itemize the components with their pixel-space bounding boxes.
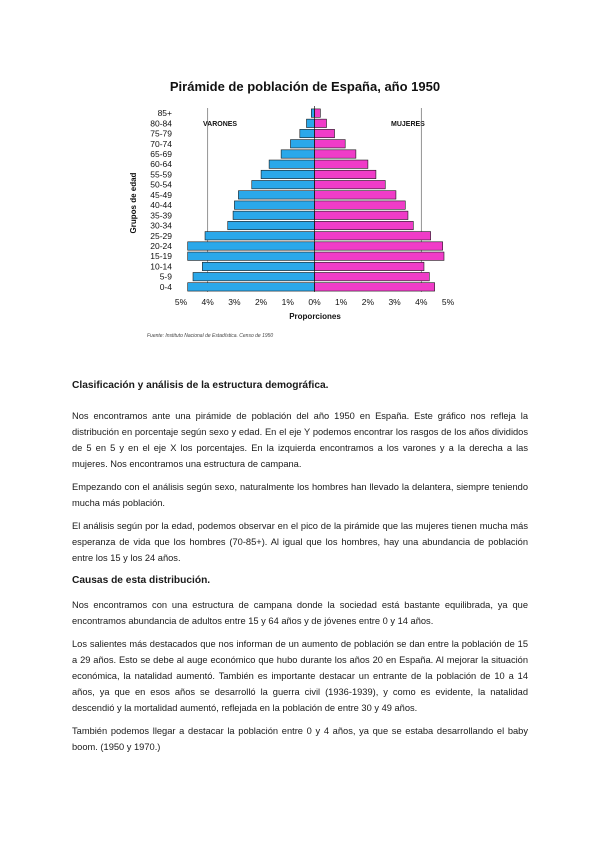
females-label: MUJERES	[391, 121, 425, 128]
bar-varones-5-9	[193, 272, 314, 280]
age-group-label: 80-84	[150, 118, 172, 129]
age-group-label: 5-9	[159, 271, 172, 282]
bar-varones-10-14	[202, 262, 314, 270]
pyramid-svg	[0, 0, 600, 345]
bar-varones-65-69	[281, 150, 314, 158]
age-group-label: 15-19	[150, 251, 172, 262]
bar-varones-55-59	[261, 170, 314, 178]
age-group-label: 0-4	[159, 281, 172, 292]
bar-mujeres-85+	[315, 109, 321, 117]
bar-varones-0-4	[188, 283, 315, 291]
x-tick-label: 4%	[201, 297, 214, 307]
bar-varones-60-64	[269, 160, 314, 168]
x-tick-label: 4%	[415, 297, 428, 307]
bar-mujeres-30-34	[315, 221, 414, 229]
bar-mujeres-25-29	[315, 232, 431, 240]
population-pyramid-chart	[0, 0, 600, 345]
age-group-label: 75-79	[150, 128, 172, 139]
bar-varones-25-29	[205, 232, 314, 240]
section-heading-causes: Causas de esta distribución.	[72, 575, 211, 586]
bar-mujeres-10-14	[315, 262, 424, 270]
x-tick-label: 2%	[254, 297, 268, 307]
paragraph: El análisis según por la edad, podemos observar en el pico de la pirámide que las mujeres tienen mucha más esperanza de vida que los hombres (70-85+). Al igual que los hombres, hay una abundancia de población entre los 15 y los 24 años.	[72, 521, 528, 563]
age-group-label: 25-29	[150, 230, 172, 241]
age-group-labels	[150, 108, 172, 292]
bar-varones-35-39	[233, 211, 314, 219]
bar-mujeres-75-79	[315, 129, 335, 137]
bar-mujeres-70-74	[315, 140, 346, 148]
chart-source: Fuente: Instituto Nacional de Estadística. Censo de 1950	[147, 333, 274, 339]
bar-varones-75-79	[300, 129, 315, 137]
bar-mujeres-45-49	[315, 191, 396, 199]
bar-varones-30-34	[228, 221, 315, 229]
age-group-label: 65-69	[150, 149, 172, 159]
bar-mujeres-60-64	[315, 160, 368, 168]
x-tick-label: 0%	[308, 297, 321, 307]
bar-varones-15-19	[188, 252, 315, 260]
paragraph: También podemos llegar a destacar la población entre 0 y 4 años, ya que se estaba desarrollando el baby boom. (1950 y 1970.)	[72, 726, 528, 752]
bar-mujeres-5-9	[315, 272, 430, 280]
bar-varones-20-24	[188, 242, 315, 250]
bar-varones-85+	[311, 109, 314, 117]
x-axis-label: Proporciones	[289, 312, 341, 321]
age-group-label: 10-14	[150, 261, 172, 272]
paragraph: Nos encontramos con una estructura de campana donde la sociedad está bastante equilibrada, ya que encontramos abundancia de adultos entre 15 y 64 años y de jóvenes entre 0 y 14 años.	[72, 600, 528, 626]
x-tick-label: 2%	[361, 297, 375, 307]
paragraph: Empezando con el análisis según sexo, naturalmente los hombres han llevado la delantera, siempre teniendo mucha más población.	[72, 482, 528, 508]
bar-mujeres-20-24	[315, 242, 443, 250]
age-group-label: 40-44	[150, 200, 172, 211]
document-body	[72, 378, 528, 762]
age-group-label: 70-74	[150, 138, 172, 149]
bar-mujeres-55-59	[315, 170, 376, 178]
paragraph: Los salientes más destacados que nos informan de un aumento de población se dan entre la población de 15 a 29 años. Esto se debe al auge económico que hubo durante los años 20 en España. Al mejorar la situación económica, la natalidad aumentó. También es importante destacar un entrante de la población de 10 a 14 años, ya que en esos años se desarrolló la guerra civil (1936-1939), y como es evidente, la natalidad descendió y la mortalidad aumentó, reflejada en la población de entre 30 y 49 años.	[72, 639, 528, 713]
x-tick-label: 3%	[228, 297, 241, 307]
bars-group	[188, 106, 444, 292]
bar-varones-40-44	[234, 201, 314, 209]
bar-mujeres-50-54	[315, 180, 386, 188]
x-tick-label: 1%	[335, 297, 348, 307]
age-group-label: 60-64	[150, 159, 172, 170]
bar-varones-45-49	[238, 191, 314, 199]
paragraph: Nos encontramos ante una pirámide de población del año 1950 en España. Este gráfico nos refleja la distribución en porcentaje según sexo y edad. En el eje Y podemos encontrar los rasgos de los años divididos de 5 en 5 y en el eje X los porcentajes. En la izquierda encontramos a los varones y a la derecha a las mujeres. Nos encontramos una estructura de campana.	[72, 411, 528, 469]
x-tick-label: 1%	[281, 297, 294, 307]
age-group-label: 45-49	[150, 189, 172, 200]
section-heading-classification: Clasificación y análisis de la estructura demográfica.	[72, 380, 329, 391]
bar-mujeres-80-84	[315, 119, 327, 127]
age-group-label: 30-34	[150, 220, 172, 231]
age-group-label: 35-39	[150, 210, 172, 221]
bar-mujeres-35-39	[315, 211, 408, 219]
bar-mujeres-0-4	[315, 283, 435, 291]
x-tick-label: 5%	[174, 297, 188, 307]
bar-mujeres-40-44	[315, 201, 406, 209]
age-group-label: 20-24	[150, 241, 172, 251]
age-group-label: 50-54	[150, 179, 172, 190]
x-tick-label: 5%	[441, 297, 455, 307]
bar-varones-70-74	[290, 140, 314, 148]
bar-mujeres-15-19	[315, 252, 444, 260]
age-group-label: 55-59	[150, 169, 172, 180]
bar-varones-50-54	[252, 180, 315, 188]
bar-mujeres-65-69	[315, 150, 356, 158]
bar-varones-80-84	[306, 119, 314, 127]
males-label: VARONES	[203, 121, 238, 128]
y-axis-label: Grupos de edad	[129, 172, 138, 234]
age-group-label: 85+	[157, 108, 172, 119]
x-tick-label: 3%	[388, 297, 401, 307]
x-tick-labels	[175, 297, 455, 307]
chart-title: Pirámide de población de España, año 1950	[169, 79, 441, 94]
